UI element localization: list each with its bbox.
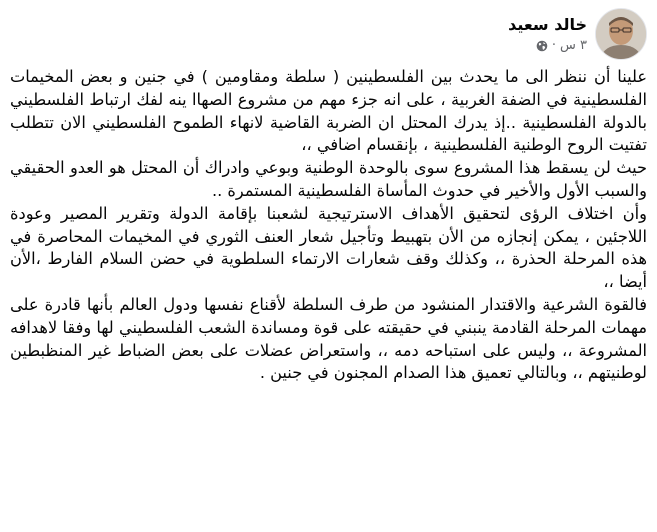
post-paragraph-3: وأن اختلاف الرؤى لتحقيق الأهداف الاسترتيجية لشعبنا بإقامة الدولة وتقرير المصير وعودة اللاجئين ، يمكن إنجازه من الأن بتهبيط وتأجيل شعار العنف الثوري في المخيمات المحاصرة في هذه المرحلة الحذرة ،، وكذلك وقف شعارات الارتماء السلطوية في حضن السلام الفارط ،الأن أيضا ،، (10, 203, 647, 292)
author-name[interactable]: خالد سعيد (508, 14, 587, 34)
avatar-portrait-icon (596, 9, 646, 59)
meta-separator: · (551, 37, 556, 53)
avatar[interactable] (595, 8, 647, 60)
post-subline (508, 37, 587, 55)
post-paragraph-1: علينا أن ننظر الى ما يحدث بين الفلسطينين ( سلطة ومقاومين ) في جنين و بعض المخيمات الفلسطينية في الضفة الغربية ، على انه جزء مهم من مشروع الصهاا ينه لفك ارتباط الفلسطيني بالدولة الفلسطينية ..إذ يدرك المحتل ان الضربة القاضية لانهاء الطموح الفلسطيني الان تتطلب تفتيت الروح الوطنية الفلسطينية ، بإنقسام اضافي ،، (10, 67, 647, 155)
post-paragraph-4: فالقوة الشرعية والاقتدار المنشود من طرف السلطة لأقناع نفسها ودول العالم بأنها قادرة على مهمات المرحلة القادمة ينبني في حقيقته على قوة ومساندة الشعب الفلسطيني لها وفقا لاهدافه المشروعة ،، وليس على استباحه دمه ،، واستعراض عضلات على بعض الضباط غير المنظبطين لوطنيتهم ،، وبالتالي تعميق هذا الصدام المجنون في جنين . (10, 294, 647, 383)
post-meta (508, 14, 587, 55)
post-header (508, 6, 647, 62)
globe-icon[interactable] (536, 40, 548, 52)
post-paragraph-2: حيث لن يسقط هذا المشروع سوى بالوحدة الوطنية وبوعي وادراك أن المحتل هو العدو الحقيقي والسبب الأول والأخير في حدوث المأساة الفلسطينية المستمرة .. (10, 158, 647, 200)
post-time[interactable]: ٣ س (560, 37, 587, 53)
post-body (10, 66, 647, 385)
